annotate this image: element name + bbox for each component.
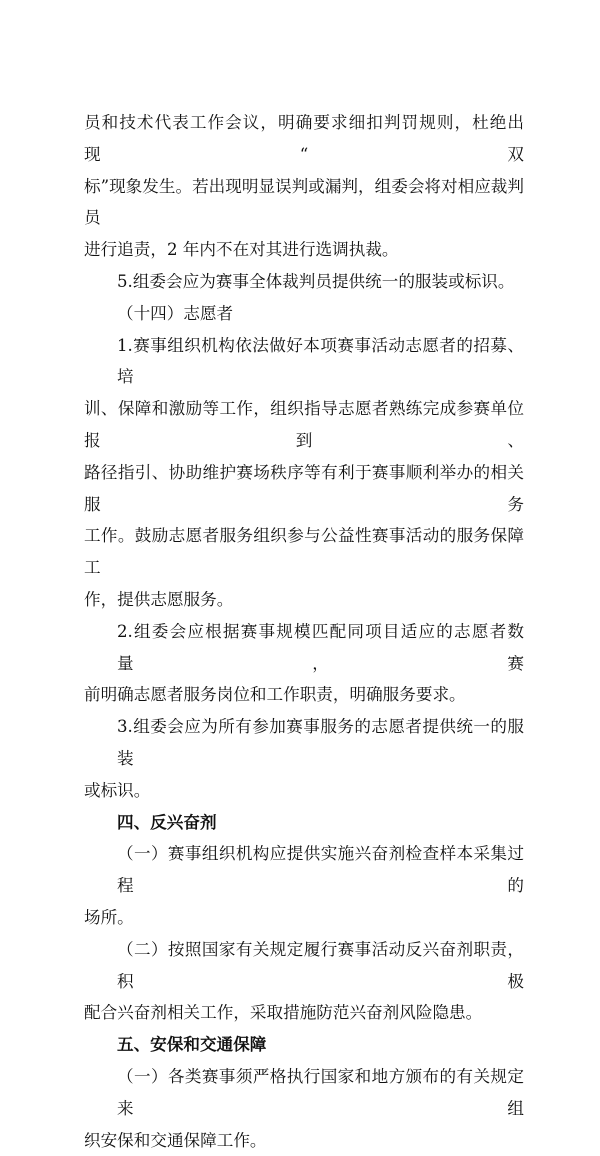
text-line: 工作。鼓励志愿者服务组织参与公益性赛事活动的服务保障工 — [84, 520, 524, 584]
section-heading-anti-doping: 四、反兴奋剂 — [84, 807, 524, 839]
paragraph-doping-duties — [84, 934, 524, 1029]
text-line: 作，提供志愿服务。 — [84, 584, 524, 616]
paragraph-security-rules — [84, 1061, 524, 1156]
text-line: 训、保障和激励等工作，组织指导志愿者熟练完成参赛单位报到、 — [84, 393, 524, 457]
section-heading-security-transport: 五、安保和交通保障 — [84, 1029, 524, 1061]
document-page — [84, 107, 524, 1156]
text-line: 织安保和交通保障工作。 — [84, 1125, 524, 1156]
text-line: 1.赛事组织机构依法做好本项赛事活动志愿者的招募、培 — [84, 330, 524, 394]
text-line: 或标识。 — [84, 775, 524, 807]
text-line: 2.组委会应根据赛事规模匹配同项目适应的志愿者数量，赛 — [84, 616, 524, 680]
paragraph-referee-uniform: 5.组委会应为赛事全体裁判员提供统一的服装或标识。 — [84, 266, 524, 298]
text-line: 员和技术代表工作会议，明确要求细扣判罚规则，杜绝出现“双 — [84, 107, 524, 171]
text-line: 配合兴奋剂相关工作，采取措施防范兴奋剂风险隐患。 — [84, 997, 524, 1029]
paragraph-doping-sample-site — [84, 838, 524, 933]
text-line: （一）赛事组织机构应提供实施兴奋剂检查样本采集过程的 — [84, 838, 524, 902]
text-line: 标”现象发生。若出现明显误判或漏判，组委会将对相应裁判员 — [84, 171, 524, 235]
text-line: 前明确志愿者服务岗位和工作职责，明确服务要求。 — [84, 679, 524, 711]
text-line: （二）按照国家有关规定履行赛事活动反兴奋剂职责，积极 — [84, 934, 524, 998]
text-line: 3.组委会应为所有参加赛事服务的志愿者提供统一的服装 — [84, 711, 524, 775]
text-line: 进行追责，2 年内不在对其进行选调执裁。 — [84, 234, 524, 266]
text-line: 场所。 — [84, 902, 524, 934]
subsection-volunteers-title: （十四）志愿者 — [84, 298, 524, 330]
paragraph-volunteer-recruitment — [84, 330, 524, 616]
paragraph-referee-accountability — [84, 107, 524, 266]
paragraph-volunteer-quantity — [84, 616, 524, 711]
paragraph-volunteer-uniform — [84, 711, 524, 806]
text-line: 路径指引、协助维护赛场秩序等有利于赛事顺利举办的相关服务 — [84, 457, 524, 521]
text-line: （一）各类赛事须严格执行国家和地方颁布的有关规定来组 — [84, 1061, 524, 1125]
